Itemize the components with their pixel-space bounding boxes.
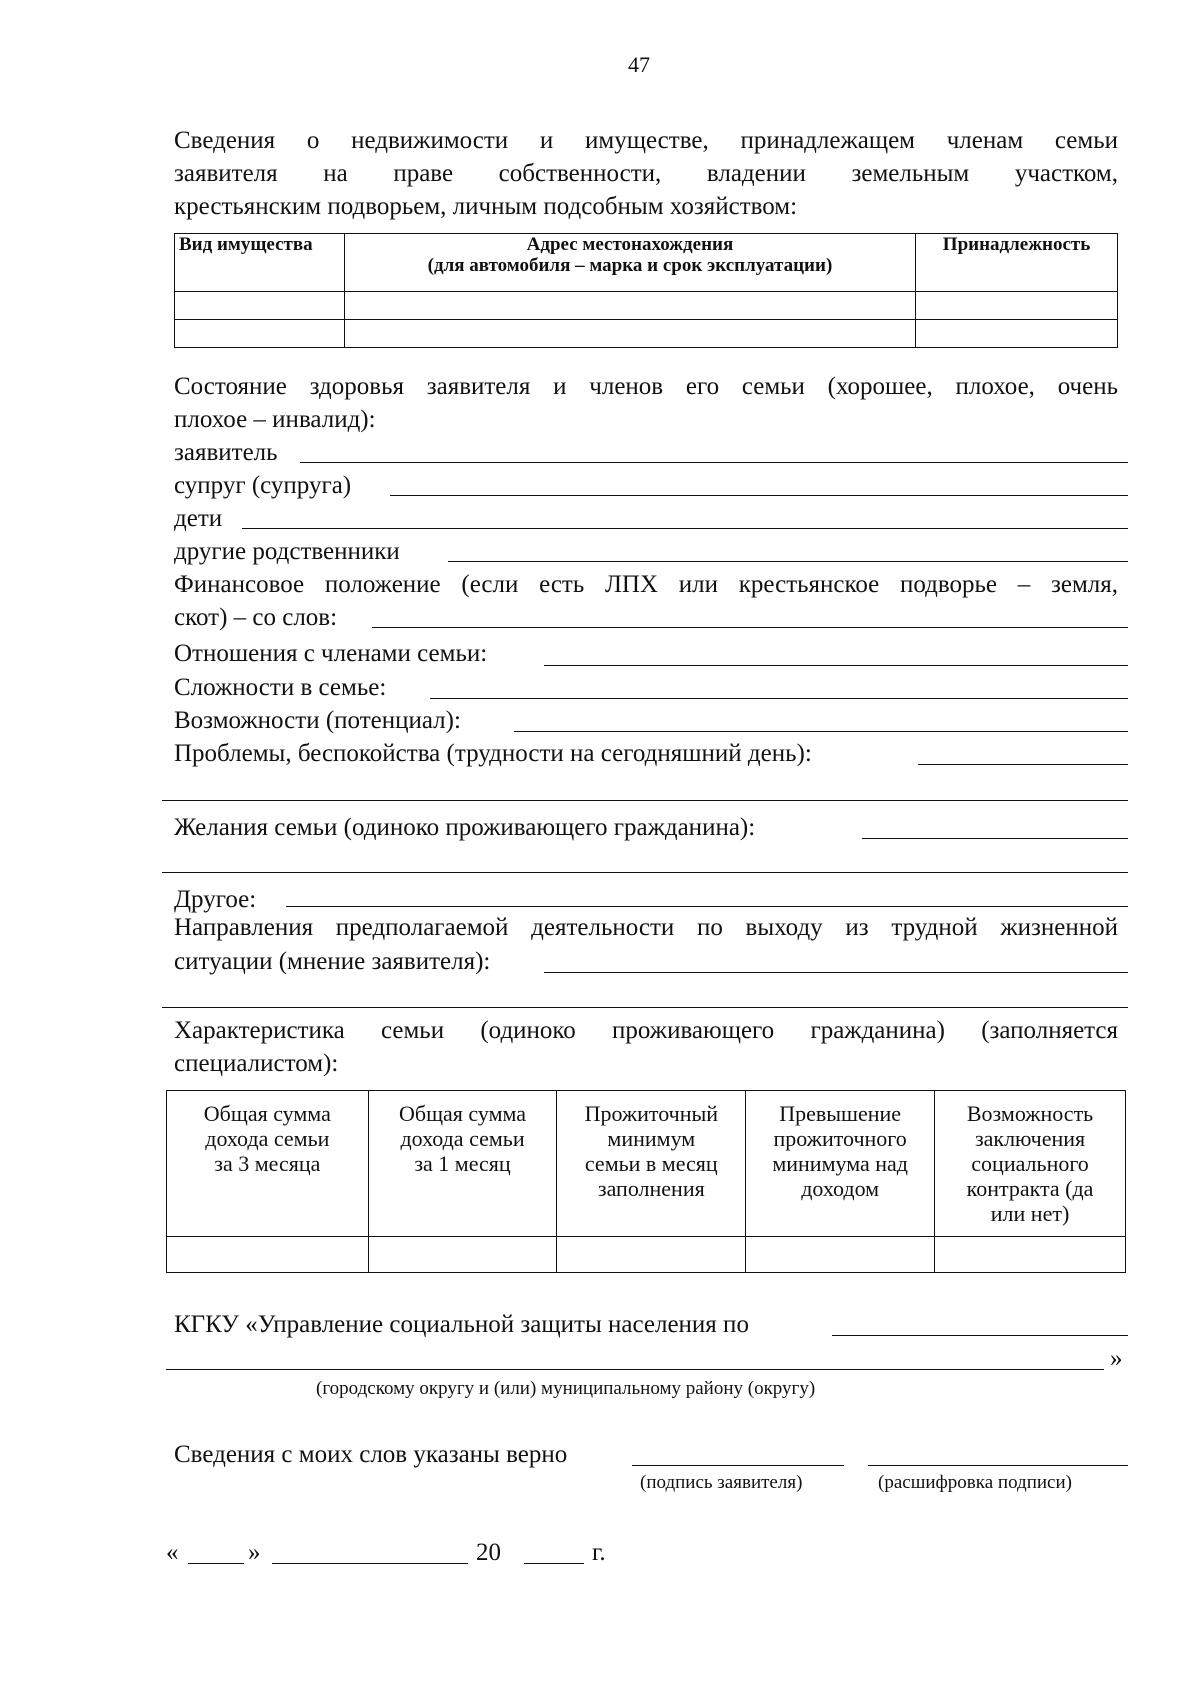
- date-open-quote: «: [166, 1539, 179, 1566]
- property-table-header: [175, 234, 1118, 292]
- cell-income-3-months[interactable]: [167, 1237, 369, 1273]
- potential-label: Возможности (потенциал):: [174, 707, 461, 734]
- applicant-health-field[interactable]: [300, 462, 1128, 463]
- cell-minimum-excess[interactable]: [746, 1237, 935, 1273]
- difficulties-field[interactable]: [430, 698, 1128, 699]
- children-health-field[interactable]: [242, 528, 1128, 529]
- agency-caption: (городскому округу и (или) муниципальному району (округу): [316, 1378, 816, 1399]
- characteristic-line-2: специалистом):: [174, 1050, 339, 1077]
- difficulties-label: Сложности в семье:: [174, 674, 387, 701]
- cell-ownership[interactable]: [916, 292, 1118, 320]
- potential-field[interactable]: [514, 731, 1128, 732]
- wishes-field[interactable]: [862, 838, 1128, 839]
- finance-line-2: скот) – со слов:: [174, 604, 338, 631]
- wishes-label: Желания семьи (одиноко проживающего гражданина):: [174, 814, 756, 841]
- cell-income-1-month[interactable]: [368, 1237, 557, 1273]
- header-income-1-month: Общая сумма дохода семьи за 1 месяц: [368, 1091, 557, 1237]
- directions-line-2: ситуации (мнение заявителя):: [174, 948, 491, 975]
- agency-name-field[interactable]: [832, 1335, 1128, 1336]
- problems-field[interactable]: [918, 764, 1128, 765]
- date-month-field[interactable]: [272, 1563, 468, 1564]
- cell-contract-possibility[interactable]: [935, 1237, 1126, 1273]
- header-contract-possibility: Возможность заключения социального контракта (да или нет): [935, 1091, 1126, 1237]
- problems-label: Проблемы, беспокойства (трудности на сегодняшний день):: [174, 740, 812, 767]
- agency-label: КГКУ «Управление социальной защиты населения по: [174, 1311, 749, 1338]
- property-intro-line-3: крестьянским подворьем, личным подсобным хозяйством:: [174, 193, 798, 220]
- signature-decoding-field[interactable]: [868, 1465, 1128, 1466]
- table-row: [167, 1237, 1126, 1273]
- cell-property-type[interactable]: [175, 320, 345, 348]
- relations-label: Отношения с членами семьи:: [174, 640, 488, 667]
- cell-property-type[interactable]: [175, 292, 345, 320]
- header-property-type: Вид имущества: [175, 234, 345, 292]
- health-intro-line-1: Состояние здоровья заявителя и членов его семьи (хорошее, плохое, очень: [174, 373, 1118, 400]
- header-subsistence-minimum: Прожиточный минимум семьи в месяц заполнения: [557, 1091, 746, 1237]
- cell-address[interactable]: [344, 320, 915, 348]
- other-field[interactable]: [286, 906, 1128, 907]
- date-year-field[interactable]: [524, 1563, 584, 1564]
- spouse-health-label: супруг (супруга): [174, 472, 352, 499]
- children-health-label: дети: [174, 505, 223, 532]
- header-minimum-excess: Превышение прожиточного минимума над доходом: [746, 1091, 935, 1237]
- relatives-health-field[interactable]: [448, 561, 1128, 562]
- finance-field[interactable]: [372, 627, 1128, 628]
- header-income-3-months: Общая сумма дохода семьи за 3 месяца: [167, 1091, 369, 1237]
- confirm-label: Сведения с моих слов указаны верно: [174, 1441, 568, 1468]
- characteristic-table-header: [167, 1091, 1126, 1237]
- table-row: [175, 320, 1118, 348]
- applicant-health-label: заявитель: [174, 439, 278, 466]
- property-intro-line-2: заявителя на праве собственности, владении земельным участком,: [174, 160, 1118, 187]
- table-row: [175, 292, 1118, 320]
- page-number: 47: [628, 52, 650, 77]
- agency-name-field-continuation[interactable]: [166, 1369, 1104, 1370]
- cell-address[interactable]: [344, 292, 915, 320]
- cell-ownership[interactable]: [916, 320, 1118, 348]
- relatives-health-label: другие родственники: [174, 538, 400, 565]
- relations-field[interactable]: [544, 665, 1128, 666]
- agency-close-quote: »: [1110, 1345, 1123, 1372]
- date-day-field[interactable]: [188, 1563, 244, 1564]
- decoding-caption: (расшифровка подписи): [878, 1472, 1072, 1493]
- header-address: Адрес местонахождения (для автомобиля – марка и срок эксплуатации): [344, 234, 915, 292]
- spouse-health-field[interactable]: [390, 495, 1128, 496]
- header-ownership: Принадлежность: [916, 234, 1118, 292]
- property-table: [174, 233, 1118, 348]
- signature-field[interactable]: [632, 1465, 844, 1466]
- finance-line-1: Финансовое положение (если есть ЛПХ или крестьянское подворье – земля,: [174, 571, 1118, 598]
- other-label: Другое:: [174, 886, 257, 913]
- directions-field[interactable]: [544, 972, 1128, 973]
- health-intro-line-2: плохое – инвалид):: [174, 406, 376, 433]
- directions-field-continuation[interactable]: [162, 1007, 1128, 1008]
- date-year-suffix: г.: [592, 1539, 606, 1566]
- characteristic-line-1: Характеристика семьи (одиноко проживающего гражданина) (заполняется: [174, 1017, 1118, 1044]
- date-close-quote: »: [248, 1539, 261, 1566]
- signature-caption: (подпись заявителя): [640, 1472, 803, 1493]
- family-characteristic-table: [166, 1090, 1126, 1273]
- cell-subsistence-minimum[interactable]: [557, 1237, 746, 1273]
- wishes-field-continuation[interactable]: [162, 872, 1128, 873]
- directions-line-1: Направления предполагаемой деятельности по выходу из трудной жизненной: [174, 914, 1118, 941]
- date-century: 20: [476, 1539, 501, 1566]
- problems-field-continuation[interactable]: [162, 800, 1128, 801]
- property-intro-line-1: Сведения о недвижимости и имуществе, принадлежащем членам семьи: [174, 127, 1118, 154]
